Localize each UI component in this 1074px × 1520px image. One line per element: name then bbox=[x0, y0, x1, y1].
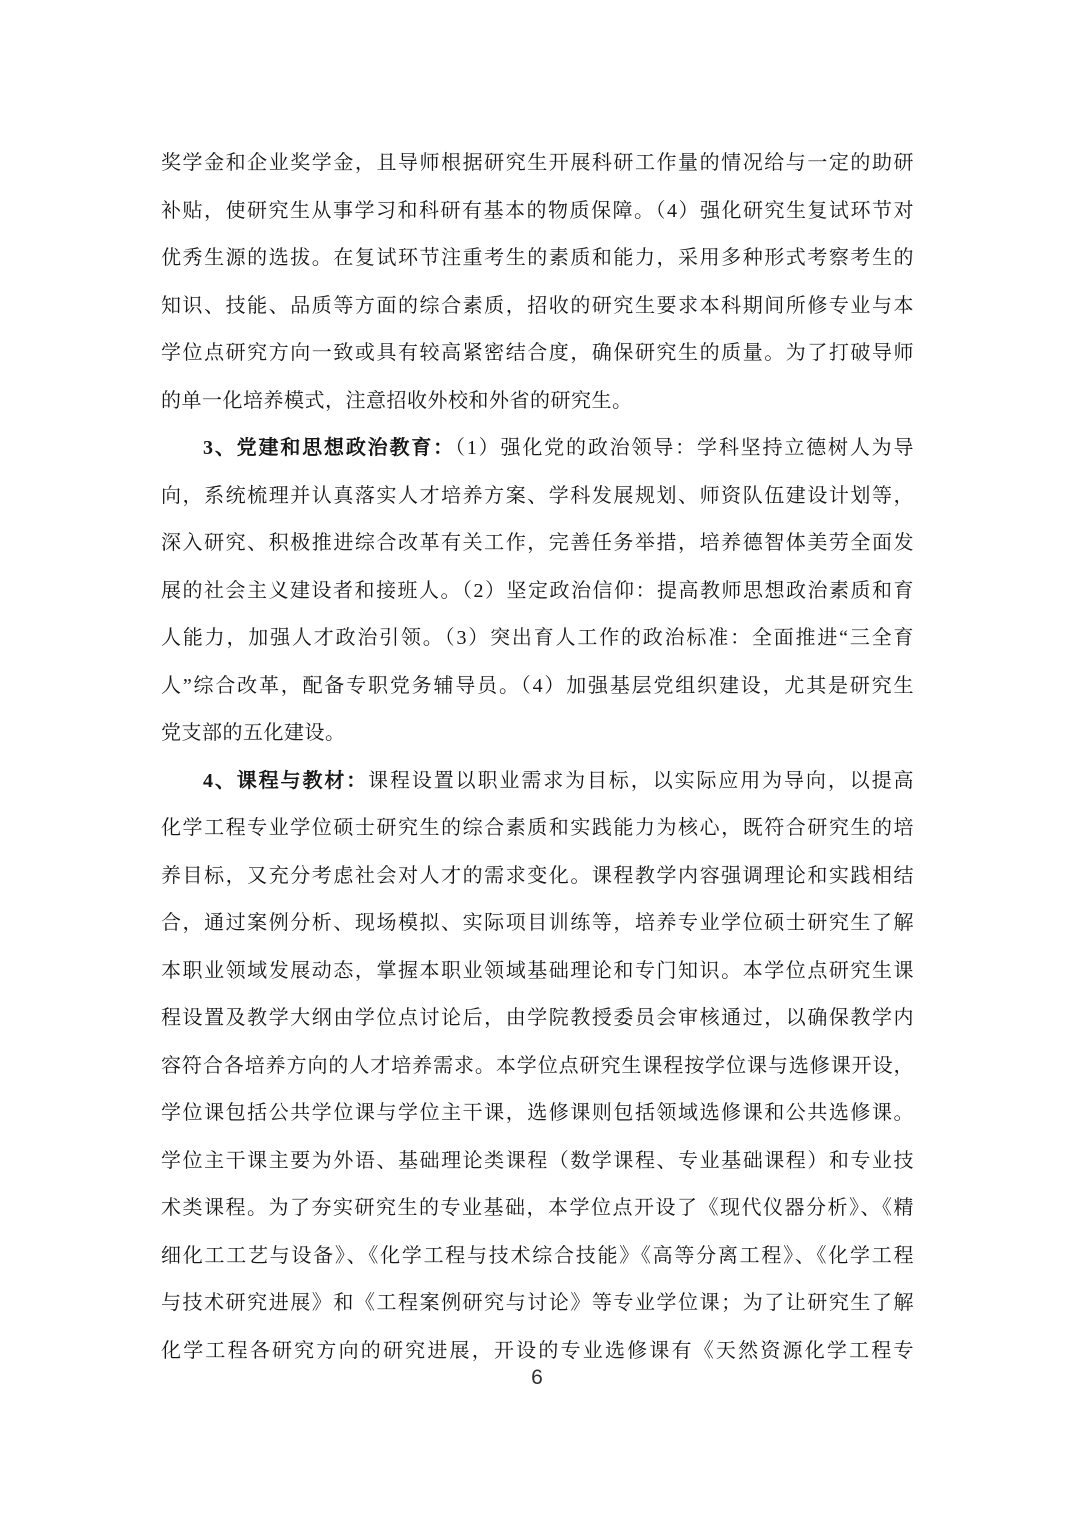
text-line: 学位点研究方向一致或具有较高紧密结合度，确保研究生的质量。为了打破导师 bbox=[161, 342, 914, 364]
text-line: 深入研究、积极推进综合改革有关工作，完善任务举措，培养德智体美劳全面发 bbox=[161, 532, 914, 554]
text-line: 合，通过案例分析、现场模拟、实际项目训练等，培养专业学位硕士研究生了解 bbox=[161, 912, 914, 934]
text-line: 化学工程各研究方向的研究进展，开设的专业选修课有《天然资源化学工程专 bbox=[161, 1339, 914, 1362]
text-line: 与技术研究进展》和《工程案例研究与讨论》等专业学位课；为了让研究生了解 bbox=[161, 1292, 914, 1314]
text-run: （1）强化党的政治领导：学科坚持立德树人为导 bbox=[455, 437, 914, 459]
text-line: 养目标，又充分考虑社会对人才的需求变化。课程教学内容强调理论和实践相结 bbox=[161, 864, 914, 887]
text-run: 课程设置以职业需求为目标，以实际应用为导向，以提高 bbox=[368, 769, 914, 792]
text-line: 的单一化培养模式，注意招收外校和外省的研究生。 bbox=[161, 389, 633, 412]
text-line: 展的社会主义建设者和接班人。（2）坚定政治信仰：提高教师思想政治素质和育 bbox=[161, 579, 914, 602]
text-line: 奖学金和企业奖学金，且导师根据研究生开展科研工作量的情况给与一定的助研 bbox=[161, 152, 914, 174]
section-heading-run: 3、党建和思想政治教育： bbox=[203, 437, 455, 459]
text-line bbox=[161, 758, 914, 806]
section-heading-run: 4、课程与教材： bbox=[203, 769, 369, 792]
text-line: 人能力，加强人才政治引领。（3）突出育人工作的政治标准：全面推进“三全育 bbox=[161, 627, 914, 649]
text-line: 本职业领域发展动态，掌握本职业领域基础理论和专门知识。本学位点研究生课 bbox=[161, 959, 914, 982]
page-number: 6 bbox=[531, 1366, 543, 1389]
text-line: 学位主干课主要为外语、基础理论类课程（数学课程、专业基础课程）和专业技 bbox=[161, 1149, 914, 1172]
text-line: 补贴，使研究生从事学习和科研有基本的物质保障。（4）强化研究生复试环节对 bbox=[161, 199, 914, 222]
document-body bbox=[161, 140, 914, 1375]
text-line: 容符合各培养方向的人才培养需求。本学位点研究生课程按学位课与选修课开设， bbox=[161, 1054, 914, 1077]
text-line: 化学工程专业学位硕士研究生的综合素质和实践能力为核心，既符合研究生的培 bbox=[161, 817, 914, 839]
text-line: 程设置及教学大纲由学位点讨论后，由学院教授委员会审核通过，以确保教学内 bbox=[161, 1007, 914, 1029]
text-line: 优秀生源的选拔。在复试环节注重考生的素质和能力，采用多种形式考察考生的 bbox=[161, 247, 914, 269]
text-line: 人”综合改革，配备专职党务辅导员。（4）加强基层党组织建设，尤其是研究生 bbox=[161, 674, 914, 697]
page-footer bbox=[0, 1362, 1074, 1394]
text-line: 细化工工艺与设备》、《化学工程与技术综合技能》《高等分离工程》、《化学工程 bbox=[161, 1244, 914, 1267]
text-line: 向，系统梳理并认真落实人才培养方案、学科发展规划、师资队伍建设计划等， bbox=[161, 484, 914, 507]
text-line bbox=[161, 425, 914, 473]
text-line: 知识、技能、品质等方面的综合素质，招收的研究生要求本科期间所修专业与本 bbox=[161, 294, 914, 317]
text-line: 党支部的五化建设。 bbox=[161, 722, 346, 744]
text-line: 学位课包括公共学位课与学位主干课，选修课则包括领域选修课和公共选修课。 bbox=[161, 1102, 914, 1124]
text-line: 术类课程。为了夯实研究生的专业基础，本学位点开设了《现代仪器分析》、《精 bbox=[161, 1197, 914, 1219]
